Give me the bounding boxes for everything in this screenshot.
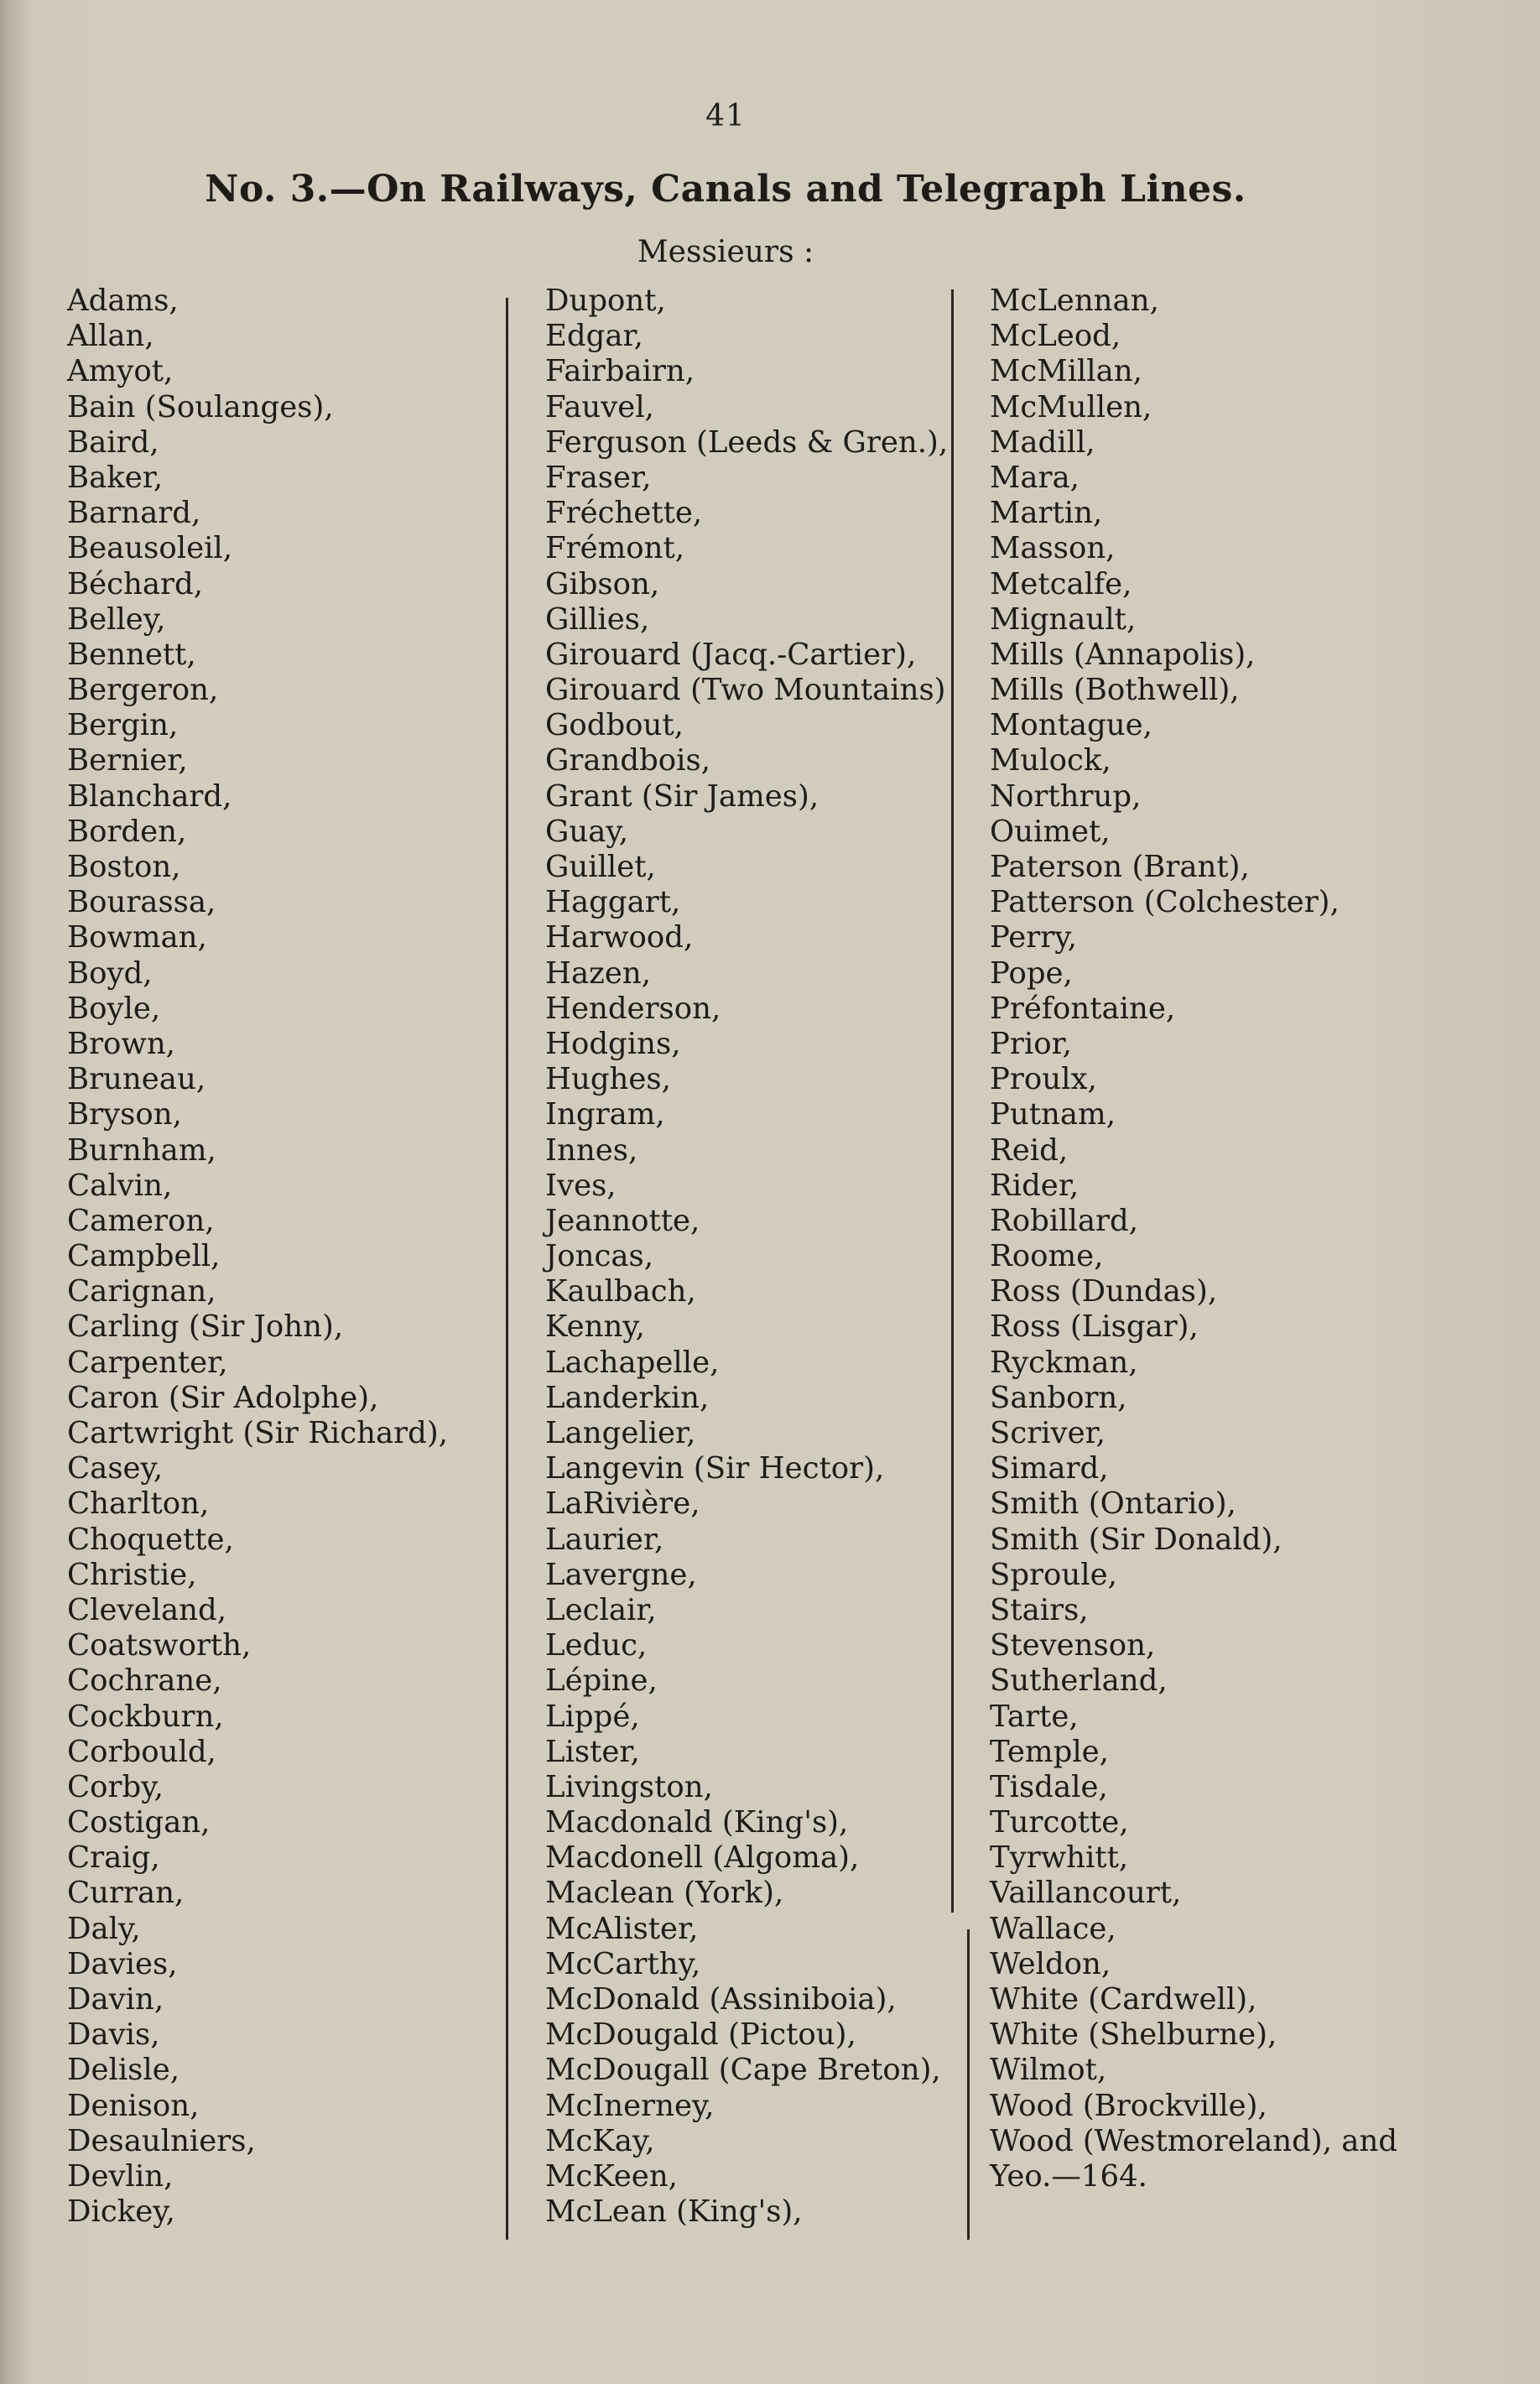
member-name: Mignault, (990, 601, 1137, 637)
column-divider-2-lower (967, 1929, 970, 2240)
member-name: Stevenson, (990, 1628, 1156, 1663)
member-name: Gillies, (545, 601, 650, 637)
member-name: Laurier, (545, 1522, 664, 1557)
member-name: Davis, (67, 2017, 160, 2053)
member-name: McLeod, (990, 319, 1121, 354)
member-name: Turcotte, (990, 1805, 1129, 1840)
member-name: Vaillancourt, (990, 1876, 1182, 1911)
member-name: Simard, (990, 1451, 1109, 1486)
member-name: McInerney, (545, 2088, 715, 2123)
member-name: Casey, (67, 1451, 164, 1486)
member-name: Girouard (Two Mountains) (545, 673, 946, 708)
member-name: Leduc, (545, 1628, 648, 1663)
member-name: Cartwright (Sir Richard), (67, 1416, 449, 1450)
member-name: Costigan, (67, 1805, 211, 1840)
member-name: Préfontaine, (990, 991, 1176, 1026)
member-name: Fraser, (545, 460, 652, 495)
member-name: Wood (Westmoreland), and (990, 2123, 1398, 2158)
member-name: White (Shelburne), (990, 2017, 1277, 2053)
member-name: Lister, (545, 1734, 640, 1769)
member-name: Smith (Sir Donald), (990, 1522, 1282, 1557)
name-column-1 (67, 284, 448, 2230)
member-name: Macdonell (Algoma), (545, 1840, 860, 1876)
member-name: Bowman, (67, 920, 207, 955)
member-name: Grandbois, (545, 743, 711, 778)
member-name: Perry, (990, 920, 1077, 955)
member-name: Rider, (990, 1168, 1080, 1203)
member-name: Haggart, (545, 885, 681, 920)
member-name: Carpenter, (67, 1345, 228, 1380)
member-name: Grant (Sir James), (545, 778, 819, 814)
member-name: Hazen, (545, 955, 651, 991)
member-name: Barnard, (67, 496, 201, 531)
member-name: McMullen, (990, 389, 1152, 424)
member-name: Hughes, (545, 1062, 671, 1097)
member-name: Denison, (67, 2088, 200, 2123)
member-name: Langelier, (545, 1416, 696, 1450)
member-name: Metcalfe, (990, 566, 1132, 601)
member-name: Wallace, (990, 1911, 1116, 1946)
member-name: Kenny, (545, 1309, 645, 1345)
column-divider-1 (506, 298, 508, 2240)
member-name: Calvin, (67, 1168, 173, 1203)
member-name: Delisle, (67, 2053, 180, 2088)
member-name: Bruneau, (67, 1062, 206, 1097)
member-name: McCarthy, (545, 1946, 701, 1981)
member-name: Davin, (67, 1982, 164, 2017)
member-name: Edgar, (545, 319, 643, 354)
page-title: No. 3.—On Railways, Canals and Telegraph Lines. (205, 168, 1246, 211)
salutation: Messieurs : (637, 235, 814, 269)
member-name: Belley, (67, 601, 166, 637)
member-name: Madill, (990, 424, 1095, 460)
member-name: Daly, (67, 1911, 141, 1946)
member-name: Beausoleil, (67, 531, 233, 566)
member-name: Reid, (990, 1132, 1069, 1168)
member-name: McKay, (545, 2123, 655, 2158)
member-name: Langevin (Sir Hector), (545, 1451, 885, 1486)
member-name: Christie, (67, 1557, 197, 1592)
member-name: Davies, (67, 1946, 178, 1981)
member-name: Harwood, (545, 920, 694, 955)
member-name: Martin, (990, 496, 1103, 531)
name-column-3 (990, 284, 1397, 2194)
member-name: Tarte, (990, 1699, 1079, 1734)
member-name: Charlton, (67, 1486, 210, 1522)
member-name: White (Cardwell), (990, 1982, 1257, 2017)
member-name: Brown, (67, 1026, 175, 1061)
member-name: Campbell, (67, 1239, 221, 1274)
member-name: Carling (Sir John), (67, 1309, 344, 1345)
member-name: Cockburn, (67, 1699, 224, 1734)
member-name: Livingston, (545, 1769, 713, 1804)
member-name: Baker, (67, 460, 164, 495)
member-name: Devlin, (67, 2158, 174, 2194)
member-name: Borden, (67, 814, 187, 849)
member-name: Montague, (990, 708, 1152, 743)
member-name: McDonald (Assiniboia), (545, 1982, 897, 2017)
member-name: Godbout, (545, 708, 684, 743)
member-name: Sutherland, (990, 1663, 1168, 1699)
member-name: Bernier, (67, 743, 188, 778)
member-name: McAlister, (545, 1911, 699, 1946)
member-name: Amyot, (67, 354, 174, 389)
member-name: Blanchard, (67, 778, 232, 814)
member-name: Prior, (990, 1026, 1072, 1061)
member-name: McLean (King's), (545, 2194, 803, 2230)
member-name: Proulx, (990, 1062, 1097, 1097)
member-name: Coatsworth, (67, 1628, 252, 1663)
member-name: Kaulbach, (545, 1274, 696, 1309)
member-name: Macdonald (King's), (545, 1805, 849, 1840)
member-name: Ingram, (545, 1097, 665, 1132)
member-name: Leclair, (545, 1592, 657, 1627)
member-name: Baird, (67, 424, 159, 460)
member-name: Ross (Dundas), (990, 1274, 1218, 1309)
member-name: Tisdale, (990, 1769, 1108, 1804)
member-name: McDougall (Cape Breton), (545, 2053, 941, 2088)
member-name: Dickey, (67, 2194, 175, 2230)
member-name: Guay, (545, 814, 629, 849)
member-name: LaRivière, (545, 1486, 700, 1522)
name-column-2 (545, 284, 948, 2230)
member-name: Henderson, (545, 991, 721, 1026)
member-name: Pope, (990, 955, 1073, 991)
member-name: Desaulniers, (67, 2123, 256, 2158)
member-name: Ives, (545, 1168, 617, 1203)
member-name: Landerkin, (545, 1380, 710, 1415)
member-name: Ryckman, (990, 1345, 1138, 1380)
member-name: Mills (Bothwell), (990, 673, 1240, 708)
member-name: Patterson (Colchester), (990, 885, 1340, 920)
member-name: Masson, (990, 531, 1116, 566)
member-name: Mara, (990, 460, 1080, 495)
member-name: Stairs, (990, 1592, 1089, 1627)
member-name: Burnham, (67, 1132, 216, 1168)
member-name: Temple, (990, 1734, 1109, 1769)
page-number: 41 (705, 99, 746, 133)
member-name: Scriver, (990, 1416, 1106, 1450)
member-name: Lavergne, (545, 1557, 697, 1592)
member-name: Ross (Lisgar), (990, 1309, 1199, 1345)
member-name: McDougald (Pictou), (545, 2017, 856, 2053)
member-name: Robillard, (990, 1203, 1139, 1238)
member-name: McLennan, (990, 284, 1159, 318)
member-name: Wilmot, (990, 2053, 1107, 2088)
member-name: Cameron, (67, 1203, 215, 1238)
member-name: Bryson, (67, 1097, 182, 1132)
column-divider-2 (951, 289, 954, 1913)
member-name: Choquette, (67, 1522, 234, 1557)
member-name: Innes, (545, 1132, 638, 1168)
member-name: Corby, (67, 1769, 164, 1804)
member-name: Bourassa, (67, 885, 216, 920)
member-name: Bennett, (67, 637, 196, 672)
member-name: Sanborn, (990, 1380, 1127, 1415)
member-name: Boyd, (67, 955, 153, 991)
member-name: Paterson (Brant), (990, 850, 1250, 884)
member-name: Allan, (67, 319, 154, 354)
member-name: Lépine, (545, 1663, 658, 1699)
member-name: Dupont, (545, 284, 666, 318)
member-name: Wood (Brockville), (990, 2088, 1267, 2123)
member-name: Mulock, (990, 743, 1111, 778)
member-name: Bergin, (67, 708, 179, 743)
member-name: Bain (Soulanges), (67, 389, 334, 424)
member-name: Fairbairn, (545, 354, 695, 389)
member-name: Adams, (67, 284, 179, 318)
member-name: Tyrwhitt, (990, 1840, 1129, 1876)
member-name: Sproule, (990, 1557, 1117, 1592)
member-name: Jeannotte, (545, 1203, 700, 1238)
member-name: Mills (Annapolis), (990, 637, 1256, 672)
member-name: Ouimet, (990, 814, 1111, 849)
member-name: Lippé, (545, 1699, 640, 1734)
member-name: Roome, (990, 1239, 1104, 1274)
member-name: Boyle, (67, 991, 161, 1026)
member-name: Corbould, (67, 1734, 216, 1769)
member-name: Maclean (York), (545, 1876, 784, 1911)
member-name: Béchard, (67, 566, 203, 601)
member-name: Cleveland, (67, 1592, 226, 1627)
member-name: Caron (Sir Adolphe), (67, 1380, 379, 1415)
member-name: Guillet, (545, 850, 656, 884)
member-name: Weldon, (990, 1946, 1111, 1981)
member-name: Northrup, (990, 778, 1142, 814)
member-name: Fauvel, (545, 389, 654, 424)
member-name: Carignan, (67, 1274, 216, 1309)
member-name: Smith (Ontario), (990, 1486, 1236, 1522)
member-name: Gibson, (545, 566, 660, 601)
member-name: McKeen, (545, 2158, 678, 2194)
member-name: Fréchette, (545, 496, 703, 531)
member-name: Joncas, (545, 1239, 654, 1274)
member-name: Yeo.—164. (990, 2158, 1147, 2194)
member-name: Girouard (Jacq.-Cartier), (545, 637, 917, 672)
member-name: Boston, (67, 850, 181, 884)
member-name: Putnam, (990, 1097, 1116, 1132)
member-name: McMillan, (990, 354, 1142, 389)
member-name: Cochrane, (67, 1663, 222, 1699)
member-name: Craig, (67, 1840, 160, 1876)
member-name: Bergeron, (67, 673, 219, 708)
member-name: Lachapelle, (545, 1345, 720, 1380)
member-name: Curran, (67, 1876, 185, 1911)
member-name: Ferguson (Leeds & Gren.), (545, 424, 949, 460)
member-name: Frémont, (545, 531, 685, 566)
member-name: Hodgins, (545, 1026, 681, 1061)
